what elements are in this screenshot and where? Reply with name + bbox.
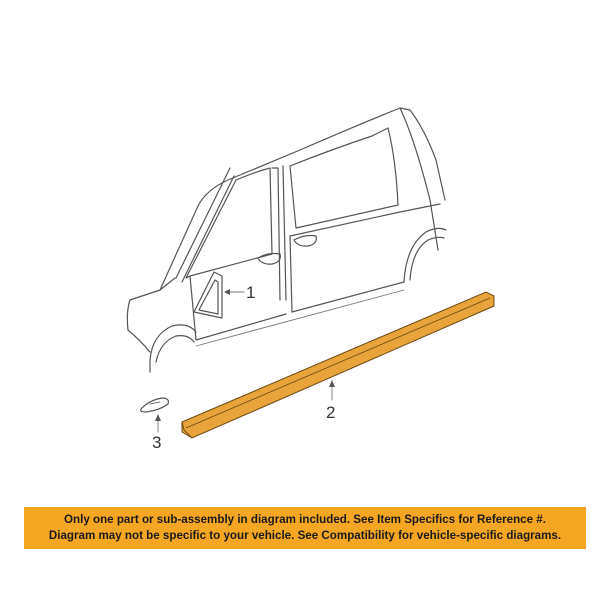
callout-3: 3 (152, 433, 162, 452)
disclaimer-line-2: Diagram may not be specific to your vehicle. See Compatibility for vehicle-specific diagrams. (48, 529, 562, 542)
callout-1: 1 (246, 283, 256, 302)
disclaimer-banner (24, 507, 586, 549)
part-3-clip (141, 398, 169, 412)
part-2-rocker-molding (182, 292, 494, 438)
disclaimer-line-1: Only one part or sub-assembly in diagram included. See Item Specifics for Reference #. (64, 513, 546, 526)
part-1-quarter-glass (194, 272, 222, 318)
callout-2: 2 (326, 403, 336, 422)
